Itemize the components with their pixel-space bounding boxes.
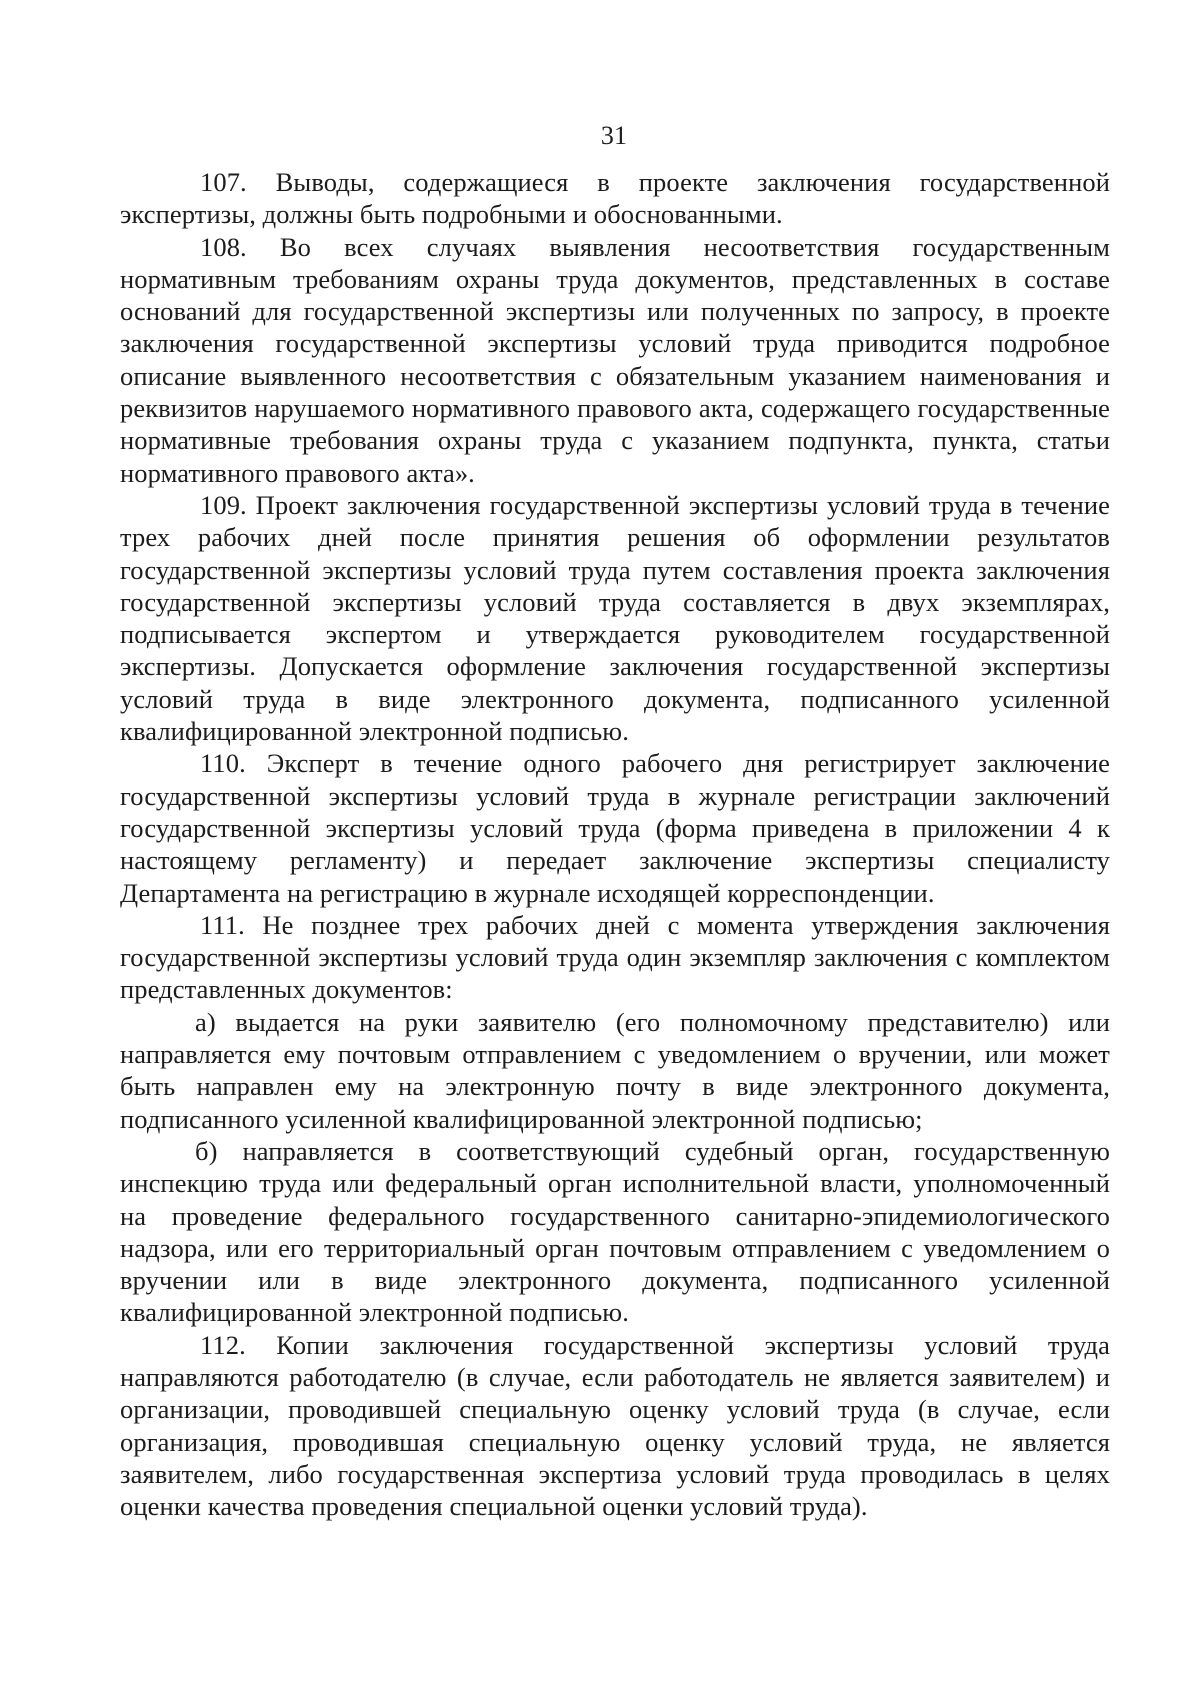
paragraph-107: 107. Выводы, содержащиеся в проекте заключения государственной экспертизы, должны быть подробными и обоснованными.: [120, 167, 1110, 230]
paragraph-110: 110. Эксперт в течение одного рабочего дня регистрирует заключение государственной экспертизы условий труда в журнале регистрации заключений государственной экспертизы условий труда (форма приведена в приложении 4 к настоящему регламенту) и передает заключение экспертизы специалисту Департамента на регистрацию в журнале исходящей корреспонденции.: [120, 748, 1110, 908]
paragraph-111: 111. Не позднее трех рабочих дней с момента утверждения заключения государственной экспертизы условий труда один экземпляр заключения с комплектом представленных документов:: [120, 909, 1110, 1005]
subparagraph-b: б) направляется в соответствующий судебный орган, государственную инспекцию труда или федеральный орган исполнительной власти, уполномоченный на проведение федерального государственного санитарно-эпидемиологического надзора, или его территориальный орган почтовым отправлением с уведомлением о вручении или в виде электронного документа, подписанного усиленной квалифицированной электронной подписью.: [120, 1135, 1110, 1328]
subparagraph-a: а) выдается на руки заявителю (его полномочному представителю) или направляется ему почтовым отправлением с уведомлением о вручении, или может быть направлен ему на электронную почту в виде электронного документа, подписанного усиленной квалифицированной электронной подписью;: [120, 1006, 1110, 1134]
paragraph-108: 108. Во всех случаях выявления несоответствия государственным нормативным требованиям охраны труда документов, представленных в составе оснований для государственной экспертизы или полученных по запросу, в проекте заключения государственной экспертизы условий труда приводится подробное описание выявленного несоответствия с обязательным указанием наименования и реквизитов нарушаемого нормативного правового акта, содержащего государственные нормативные требования охраны труда с указанием подпункта, пункта, статьи нормативного правового акта».: [120, 231, 1110, 488]
paragraph-112: 112. Копии заключения государственной экспертизы условий труда направляются работодателю (в случае, если работодатель не является заявителем) и организации, проводившей специальную оценку условий труда (в случае, если организация, проводившая специальную оценку условий труда, не является заявителем, либо государственная экспертиза условий труда проводилась в целях оценки качества проведения специальной оценки условий труда).: [120, 1329, 1110, 1522]
page-number: 31: [600, 121, 628, 150]
document-page: [120, 120, 1110, 1522]
paragraph-109: 109. Проект заключения государственной экспертизы условий труда в течение трех рабочих дней после принятия решения об оформлении результатов государственной экспертизы условий труда путем составления проекта заключения государственной экспертизы условий труда составляется в двух экземплярах, подписывается экспертом и утверждается руководителем государственной экспертизы. Допускается оформление заключения государственной экспертизы условий труда в виде электронного документа, подписанного усиленной квалифицированной электронной подписью.: [120, 489, 1110, 747]
